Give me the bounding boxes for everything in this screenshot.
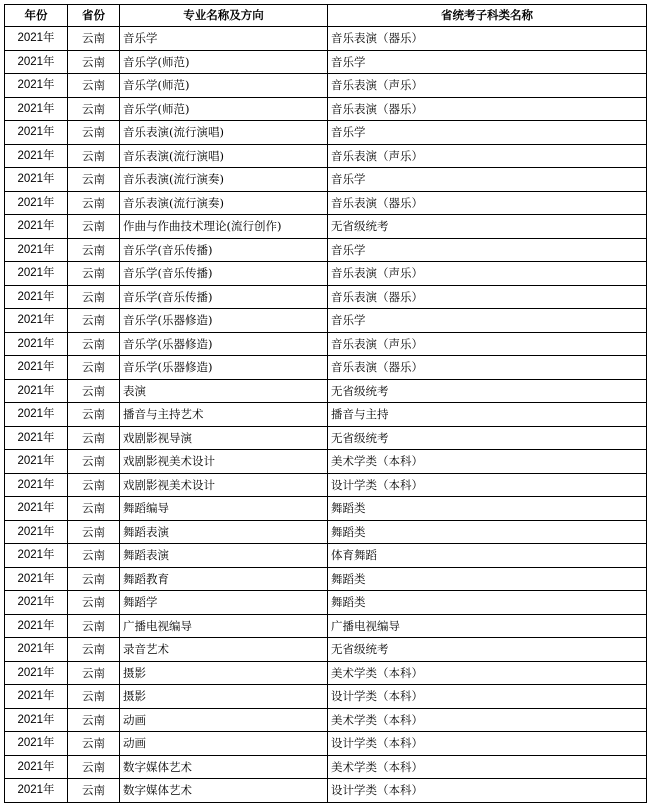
cell-category: 音乐表演（声乐） xyxy=(328,144,647,168)
cell-category: 音乐表演（器乐） xyxy=(328,356,647,380)
cell-year: 2021年 xyxy=(5,661,68,685)
cell-province: 云南 xyxy=(68,74,120,98)
cell-major: 音乐学(乐器修造) xyxy=(120,332,328,356)
cell-category: 音乐表演（器乐） xyxy=(328,285,647,309)
cell-major: 数字媒体艺术 xyxy=(120,755,328,779)
cell-province: 云南 xyxy=(68,732,120,756)
cell-province: 云南 xyxy=(68,168,120,192)
cell-province: 云南 xyxy=(68,591,120,615)
table-row xyxy=(5,779,647,803)
cell-category: 体育舞蹈 xyxy=(328,544,647,568)
cell-category: 音乐表演（器乐） xyxy=(328,191,647,215)
cell-province: 云南 xyxy=(68,379,120,403)
cell-major: 动画 xyxy=(120,708,328,732)
cell-major: 音乐学(师范) xyxy=(120,50,328,74)
cell-major: 戏剧影视美术设计 xyxy=(120,473,328,497)
cell-province: 云南 xyxy=(68,215,120,239)
cell-category: 音乐表演（器乐） xyxy=(328,27,647,51)
cell-province: 云南 xyxy=(68,426,120,450)
cell-category: 设计学类（本科） xyxy=(328,732,647,756)
cell-province: 云南 xyxy=(68,238,120,262)
cell-year: 2021年 xyxy=(5,262,68,286)
cell-category: 音乐表演（声乐） xyxy=(328,74,647,98)
cell-major: 舞蹈学 xyxy=(120,591,328,615)
cell-year: 2021年 xyxy=(5,567,68,591)
cell-major: 音乐表演(流行演奏) xyxy=(120,168,328,192)
cell-category: 音乐表演（器乐） xyxy=(328,97,647,121)
cell-category: 音乐学 xyxy=(328,238,647,262)
cell-major: 摄影 xyxy=(120,685,328,709)
table-row xyxy=(5,285,647,309)
cell-year: 2021年 xyxy=(5,215,68,239)
cell-province: 云南 xyxy=(68,332,120,356)
table-row xyxy=(5,426,647,450)
cell-major: 音乐学(音乐传播) xyxy=(120,238,328,262)
cell-major: 舞蹈表演 xyxy=(120,544,328,568)
table-row xyxy=(5,614,647,638)
table-row xyxy=(5,755,647,779)
cell-province: 云南 xyxy=(68,27,120,51)
cell-year: 2021年 xyxy=(5,74,68,98)
cell-major: 音乐表演(流行演唱) xyxy=(120,121,328,145)
cell-year: 2021年 xyxy=(5,356,68,380)
cell-province: 云南 xyxy=(68,356,120,380)
cell-category: 美术学类（本科） xyxy=(328,661,647,685)
cell-year: 2021年 xyxy=(5,97,68,121)
table-row xyxy=(5,27,647,51)
header-province: 省份 xyxy=(68,5,120,27)
cell-province: 云南 xyxy=(68,262,120,286)
table-body xyxy=(5,27,647,803)
cell-province: 云南 xyxy=(68,50,120,74)
table-row xyxy=(5,215,647,239)
table-row xyxy=(5,168,647,192)
cell-province: 云南 xyxy=(68,450,120,474)
cell-category: 音乐表演（声乐） xyxy=(328,332,647,356)
table-row xyxy=(5,238,647,262)
cell-category: 广播电视编导 xyxy=(328,614,647,638)
cell-year: 2021年 xyxy=(5,285,68,309)
header-year: 年份 xyxy=(5,5,68,27)
table-row xyxy=(5,638,647,662)
cell-major: 舞蹈表演 xyxy=(120,520,328,544)
cell-category: 音乐学 xyxy=(328,309,647,333)
cell-year: 2021年 xyxy=(5,27,68,51)
cell-province: 云南 xyxy=(68,121,120,145)
table-row xyxy=(5,520,647,544)
cell-major: 音乐学 xyxy=(120,27,328,51)
cell-year: 2021年 xyxy=(5,614,68,638)
cell-category: 设计学类（本科） xyxy=(328,779,647,803)
cell-category: 舞蹈类 xyxy=(328,497,647,521)
cell-category: 舞蹈类 xyxy=(328,520,647,544)
cell-category: 音乐表演（声乐） xyxy=(328,262,647,286)
header-category: 省统考子科类名称 xyxy=(328,5,647,27)
cell-category: 音乐学 xyxy=(328,121,647,145)
cell-year: 2021年 xyxy=(5,191,68,215)
cell-major: 音乐学(乐器修造) xyxy=(120,309,328,333)
cell-year: 2021年 xyxy=(5,544,68,568)
cell-category: 播音与主持 xyxy=(328,403,647,427)
cell-category: 无省级统考 xyxy=(328,215,647,239)
cell-major: 表演 xyxy=(120,379,328,403)
cell-province: 云南 xyxy=(68,755,120,779)
cell-major: 音乐学(乐器修造) xyxy=(120,356,328,380)
table-row xyxy=(5,332,647,356)
cell-category: 舞蹈类 xyxy=(328,567,647,591)
cell-category: 设计学类（本科） xyxy=(328,473,647,497)
cell-category: 无省级统考 xyxy=(328,638,647,662)
cell-major: 录音艺术 xyxy=(120,638,328,662)
cell-year: 2021年 xyxy=(5,332,68,356)
cell-year: 2021年 xyxy=(5,238,68,262)
cell-province: 云南 xyxy=(68,285,120,309)
cell-province: 云南 xyxy=(68,520,120,544)
cell-province: 云南 xyxy=(68,708,120,732)
cell-major: 音乐表演(流行演奏) xyxy=(120,191,328,215)
cell-major: 舞蹈编导 xyxy=(120,497,328,521)
cell-province: 云南 xyxy=(68,191,120,215)
cell-year: 2021年 xyxy=(5,426,68,450)
cell-category: 美术学类（本科） xyxy=(328,755,647,779)
table-row xyxy=(5,262,647,286)
cell-category: 音乐学 xyxy=(328,168,647,192)
cell-year: 2021年 xyxy=(5,638,68,662)
table-row xyxy=(5,379,647,403)
table-row xyxy=(5,591,647,615)
cell-province: 云南 xyxy=(68,97,120,121)
cell-year: 2021年 xyxy=(5,473,68,497)
cell-year: 2021年 xyxy=(5,591,68,615)
cell-major: 舞蹈教育 xyxy=(120,567,328,591)
table-row xyxy=(5,403,647,427)
cell-province: 云南 xyxy=(68,309,120,333)
cell-province: 云南 xyxy=(68,661,120,685)
cell-major: 广播电视编导 xyxy=(120,614,328,638)
cell-year: 2021年 xyxy=(5,779,68,803)
cell-year: 2021年 xyxy=(5,50,68,74)
cell-province: 云南 xyxy=(68,685,120,709)
cell-year: 2021年 xyxy=(5,168,68,192)
cell-category: 无省级统考 xyxy=(328,426,647,450)
cell-major: 播音与主持艺术 xyxy=(120,403,328,427)
cell-year: 2021年 xyxy=(5,755,68,779)
cell-major: 音乐学(师范) xyxy=(120,97,328,121)
cell-province: 云南 xyxy=(68,544,120,568)
cell-year: 2021年 xyxy=(5,309,68,333)
table-row xyxy=(5,50,647,74)
cell-category: 舞蹈类 xyxy=(328,591,647,615)
cell-major: 音乐学(音乐传播) xyxy=(120,262,328,286)
cell-major: 音乐学(音乐传播) xyxy=(120,285,328,309)
cell-province: 云南 xyxy=(68,497,120,521)
cell-major: 戏剧影视美术设计 xyxy=(120,450,328,474)
table-row xyxy=(5,121,647,145)
cell-major: 作曲与作曲技术理论(流行创作) xyxy=(120,215,328,239)
table-row xyxy=(5,685,647,709)
cell-category: 设计学类（本科） xyxy=(328,685,647,709)
cell-year: 2021年 xyxy=(5,450,68,474)
cell-province: 云南 xyxy=(68,614,120,638)
cell-year: 2021年 xyxy=(5,121,68,145)
cell-major: 戏剧影视导演 xyxy=(120,426,328,450)
table-row xyxy=(5,74,647,98)
table-row xyxy=(5,661,647,685)
cell-major: 动画 xyxy=(120,732,328,756)
table-row xyxy=(5,450,647,474)
admissions-table xyxy=(4,4,647,803)
cell-category: 无省级统考 xyxy=(328,379,647,403)
cell-year: 2021年 xyxy=(5,708,68,732)
cell-major: 摄影 xyxy=(120,661,328,685)
cell-major: 数字媒体艺术 xyxy=(120,779,328,803)
table-row xyxy=(5,567,647,591)
table-row xyxy=(5,732,647,756)
cell-year: 2021年 xyxy=(5,520,68,544)
cell-year: 2021年 xyxy=(5,379,68,403)
table-row xyxy=(5,544,647,568)
table-row xyxy=(5,97,647,121)
cell-major: 音乐表演(流行演唱) xyxy=(120,144,328,168)
cell-category: 美术学类（本科） xyxy=(328,708,647,732)
table-row xyxy=(5,191,647,215)
cell-province: 云南 xyxy=(68,473,120,497)
cell-year: 2021年 xyxy=(5,685,68,709)
table-row xyxy=(5,309,647,333)
table-row xyxy=(5,356,647,380)
cell-province: 云南 xyxy=(68,638,120,662)
cell-province: 云南 xyxy=(68,779,120,803)
table-header-row xyxy=(5,5,647,27)
table-row xyxy=(5,473,647,497)
cell-category: 美术学类（本科） xyxy=(328,450,647,474)
cell-year: 2021年 xyxy=(5,497,68,521)
cell-year: 2021年 xyxy=(5,403,68,427)
table-row xyxy=(5,497,647,521)
cell-province: 云南 xyxy=(68,144,120,168)
cell-year: 2021年 xyxy=(5,144,68,168)
cell-major: 音乐学(师范) xyxy=(120,74,328,98)
cell-province: 云南 xyxy=(68,567,120,591)
table-row xyxy=(5,708,647,732)
cell-category: 音乐学 xyxy=(328,50,647,74)
cell-year: 2021年 xyxy=(5,732,68,756)
table-row xyxy=(5,144,647,168)
header-major: 专业名称及方向 xyxy=(120,5,328,27)
cell-province: 云南 xyxy=(68,403,120,427)
